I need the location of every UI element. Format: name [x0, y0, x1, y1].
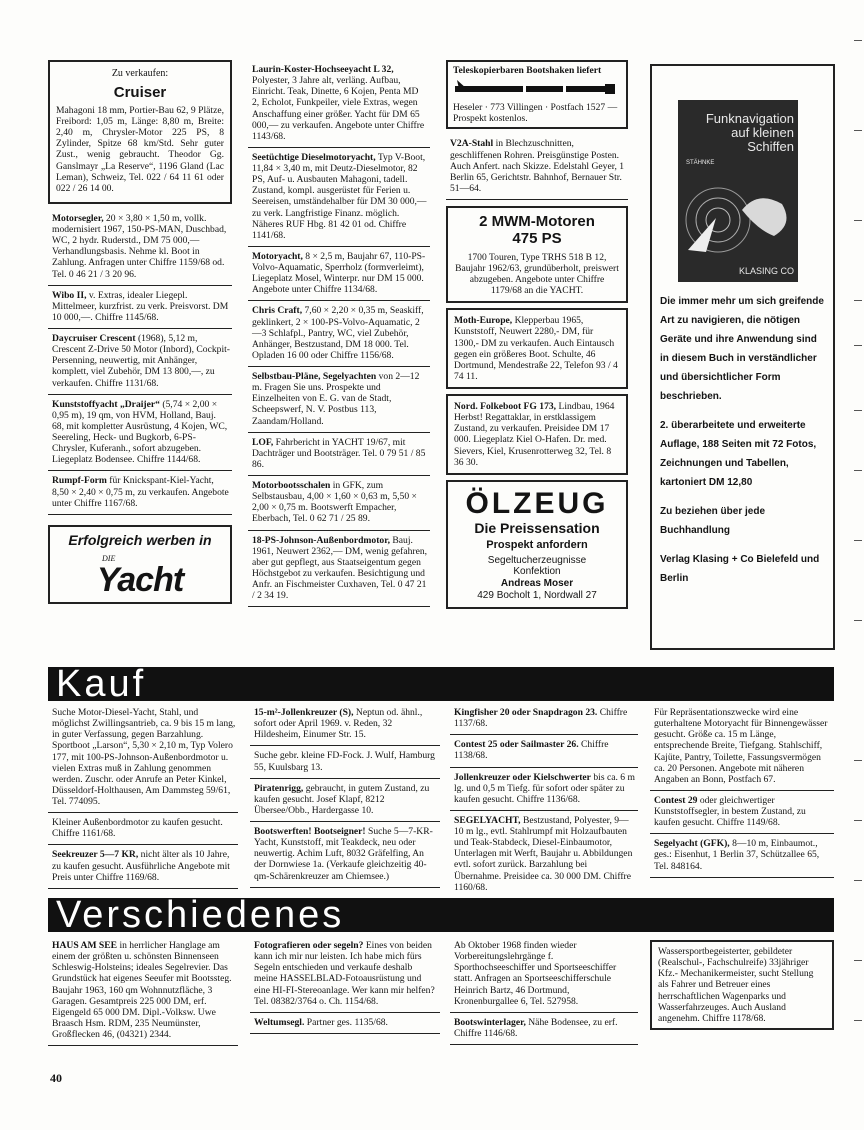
ad-promo-yacht: [48, 525, 232, 605]
yacht-logo: Yacht: [96, 561, 184, 600]
ad-lead: Moth-Europe,: [454, 315, 513, 327]
versch-column-4: [650, 940, 834, 1035]
classified-ad: [250, 936, 440, 1013]
ad-body: 7,60 × 2,20 × 0,35 m, Seaskiff, geklinkert, 2 × 100-PS-Volvo-Aquamatic, 2—3 Schlafpl., Pantry, WC, viel Zubehör, Anhänger, Bestzustand, DM 18 000. Tel. Opladen 16 00 oder Chiffre 1156/68.: [252, 305, 424, 361]
column-2: [248, 60, 430, 607]
ad-heading: Teleskopierbaren Bootshaken liefert: [453, 65, 602, 76]
ad-lead: 15-m²-Jollenkreuzer (S),: [254, 707, 354, 718]
ad-heading: Cruiser: [113, 83, 167, 101]
ad-bootshaken: [446, 60, 628, 129]
ad-mwm: [446, 206, 628, 303]
page-edge-marks: [850, 0, 864, 1130]
ad-lead: SEGELYACHT,: [454, 814, 521, 826]
classified-ad: [650, 703, 834, 791]
ad-lead: Seekreuzer 5—7 KR,: [52, 849, 139, 861]
ad-body: Partner ges. 1135/68.: [304, 1016, 388, 1028]
ad-lead: V2A-Stahl: [450, 138, 494, 150]
ad-body: für Knickspant-Kiel-Yacht, 8,50 × 2,40 × 0,75 m, zu verkaufen. Angebote unter Chiffre 1167/68.: [52, 475, 229, 509]
ad-subheading: Die Preissensation: [474, 519, 600, 536]
ad-lead: Daycruiser Crescent: [52, 333, 136, 345]
book-description: Die immer mehr um sich greifende Art zu navigieren, die nötigen Geräte und ihre Anwendung sind in diesem Buch in verständlicher und übersichtlicher Form beschrieben.: [660, 296, 824, 402]
ad-prospekt: Prospekt anfordern: [486, 539, 588, 552]
book-publisher-address: Verlag Klasing + Co Bielefeld und Berlin: [660, 554, 820, 584]
ad-body: Typ V-Boot, 11,84 × 3,40 m, mit Deutz-Dieselmotor, 82 PS, Auf- u. Ausbauten Mahagoni, tadell. Zustand, kompl. ausgerüstet für Ferien u. Seereisen, umständehalber für DM 30 000,— zu verk. Langfristige Finanz. möglich. Näheres RUF Hbg. 81 42 01 od. Chiffre 1141/68.: [252, 151, 427, 241]
ad-lead: Wibo II,: [52, 289, 87, 301]
ad-body: Suche Motor-Diesel-Yacht, Stahl, und möglichst Zwillingsantrieb, ca. 9 bis 15 m lang, in guter Verfassung, gegen Barzahlung. Sportboot „Larson“, 5,30 × 2,10 m, Typ Volero 177, mit 100-PS-Johnson-Außenbordmotor u. vielen Extras muß in Zahlung genommen werden. Zuschr. oder Anrufe an Peter Kinkel, Düsseldorf-Holthausen, Am Dammsteg 59/61, Tel. 774095.: [52, 707, 236, 807]
classified-ad: [650, 791, 834, 834]
ad-lead: Bootswerften! Bootseigner!: [254, 826, 366, 837]
ad-lead: Jollenkreuzer oder Kielschwerter: [454, 771, 591, 783]
classified-ad: [248, 60, 430, 148]
ad-body: Chiffre 1137/68.: [454, 707, 628, 730]
classified-ad: [450, 1013, 638, 1045]
ad-body: Nähe Bodensee, zu erf. Chiffre 1146/68.: [454, 1016, 618, 1039]
ad-body: in GFK, zum Selbstausbau, 4,00 × 1,60 × 0,63 m, 5,50 × 2,00 × 0,75 m. Bootswerft Empacher, Eberbach, Tel. 0 62 71 / 25 89.: [252, 480, 417, 525]
ad-body: Eines von beiden kann ich mir nur leisten. Ich habe mich fürs Segeln entschieden und verkaufe deshalb meine HASSELBLAD-Fotoausrüstung und eine HI-FI-Stereoanlage. Wer kann mir helfen? Tel. 08382/3764 o. Ch. 1154/68.: [254, 940, 435, 1007]
ad-lead: Contest 29: [654, 794, 698, 806]
ad-lead: Segelyacht (GFK),: [654, 838, 730, 850]
ad-line: 429 Bocholt 1, Nordwall 27: [477, 589, 597, 601]
ad-body: Suche gebr. kleine FD-Fock. J. Wulf, Hamburg 55, Kuulsbarg 13.: [254, 750, 435, 773]
ad-body: Klepperbau 1965, Kunststoff, Neuwert 2280,- DM, für 1300,- DM zu verkaufen. Auch Eintausch gegen ein größeres Boot. Schulte, 46 Dortmund, Mendestraße 22, Telefon 93 / 4 74 11.: [454, 315, 618, 382]
banner-label: Kauf: [56, 667, 147, 701]
classified-ad: [48, 703, 238, 813]
ad-body: v. Extras, idealer Liegepl. Mittelmeer, kurzfrist. zu verk. Preisvorst. DM 10 000,—. Chiffre 1145/68.: [52, 289, 229, 323]
ad-lead: Rumpf-Form: [52, 475, 107, 487]
ad-lead: Piratenrigg,: [254, 782, 304, 794]
ad-body: Mahagoni 18 mm, Portier-Bau 62, 9 Plätze, Freibord: 1,05 m, Länge: 8,80 m, Breite: 2,40 m, Chrysler-Motor 225 PS, 8 Zylinder, Spitze 68 km/Std. Sehr guter Zust., wenig gebraucht. Theodor Gg. Ganslmayr „La Reserve“, 1196 Gland (Lac Leman), Schweiz, Tel. 022 / 64 11 61 oder 022 / 26 14 00.: [56, 104, 224, 194]
ad-line: Segeltucherzeugnisse: [487, 554, 587, 566]
ad-body: von 2—12 m. Fragen Sie uns. Prospekte und Einzelheiten von E. G. van de Stadt, Scheepswerf, N. V. Postbus 113, Zaandam/Holland.: [252, 371, 420, 427]
classified-ad: [250, 1013, 440, 1034]
ad-oelzeug: [446, 480, 628, 609]
versch-column-3: [450, 936, 638, 1045]
promo-headline: Erfolgreich werben in: [68, 531, 212, 548]
ad-lead: HAUS AM SEE: [52, 940, 118, 951]
kauf-column-2: [250, 703, 440, 888]
ad-body: Fahrbericht in YACHT 19/67, mit Dachträger und Bootsträger. Tel. 0 79 51 / 85 86.: [252, 436, 426, 470]
ad-body: (5,74 × 2,00 × 0,95 m), 19 qm, von HVM, Holland, Bauj. 68, mit kompletter Ausrüstung, 4 Kojen, WC, Seereling, Heck- und Bugkorb, 6-PS-Chrysler, Kuferanh., sofort abzugeben. Liegeplatz Bodensee. Chiffre 1144/68.: [52, 398, 228, 466]
ad-body: 8—10 m, Einbaumot., ges.: Eisenhut, 1 Berlin 37, Schützallee 65, Tel. 848164.: [654, 838, 820, 872]
ad-body: (1968), 5,12 m, Crescent Z-Drive 50 Motor (Inbord), Cockpit-Persenning, neuwertig, mit Anhänger, komplett, viel Zubehör, DM 13 800,—, zu verkaufen. Chiffre 1131/68.: [52, 333, 230, 389]
ad-cruiser: [48, 60, 232, 204]
classified-ad: [450, 735, 638, 767]
book-publisher: KLASING CO: [738, 265, 794, 276]
ad-lead: 18-PS-Johnson-Außenbordmotor,: [252, 534, 390, 546]
ad-body: Lindbau, 1964 Herbst! Regattaklar, in erstklassigem Zustand, zu verkaufen. Preisidee DM 17 000. Liegeplatz Kiel O-Hafen. Dr. med. Sievers, Kiel, Krusenrotterweg 32, Tel. 8 36 30.: [454, 401, 615, 468]
ad-body: Bestzustand, Polyester, 9—10 m lg., evtl. Stahlrumpf mit Holzaufbauten und Teak-Stabdeck, Diesel-Einbaumotor, Unterlagen mit Werft, Baujahr u. Abbildungen evtl. sofort zurück. Barzahlung bei Übernahme. Preisidee ca. 30 000 DM. Chiffre 1160/68.: [454, 814, 633, 893]
versch-column-2: [250, 936, 440, 1034]
classified-ad: [48, 329, 232, 395]
classified-ad: [248, 433, 430, 476]
ad-body: Neptun od. ähnl., sofort oder April 1969. v. Reden, 32 Hildesheim, Einumer Str. 15.: [254, 707, 423, 741]
ad-lead: Motoryacht,: [252, 250, 303, 262]
ad-lead: Contest 25 oder Sailmaster 26.: [454, 739, 579, 751]
ad-lead: Kunststoffyacht „Draijer“: [52, 398, 160, 410]
classified-ad: [248, 247, 430, 302]
ad-body: Ab Oktober 1968 finden wieder Vorbereitungslehrgänge f. Sporthochseeschiffer und Sportseeschiffer statt. Anfragen an Sportseeschifferschule Heinrich Bartz, 46 Dortmund, Kronenburgallee 6, Tel. 527958.: [454, 940, 617, 1007]
column-3: [446, 60, 628, 614]
ad-body: Polyester, 3 Jahre alt, verläng. Aufbau, Einricht. Teak, Dinette, 6 Kojen, Penta MD 2, Echolot, Funkpeiler, viele Extras, wegen Anschaffung einer größer. Yacht für DM 65 000,— zu verkaufen. Angebote unter Chiffre 1143/68.: [252, 75, 425, 142]
column-1: [48, 60, 232, 609]
ad-body: Chiffre 1138/68.: [454, 739, 609, 762]
classified-ad: [248, 301, 430, 367]
ad-body: nicht älter als 10 Jahre, zu kaufen gesucht. Ausführliche Angebote mit Preis unter Chiffre 1169/68.: [52, 849, 230, 883]
classified-ad: [248, 367, 430, 433]
classified-ad: [48, 936, 238, 1046]
ad-body: Heseler · 773 Villingen · Postfach 1527 — Prospekt kostenlos.: [453, 102, 618, 125]
kauf-column-4: [650, 703, 834, 878]
classified-ad: [650, 834, 834, 877]
classified-ad: [450, 811, 638, 899]
classified-ad: [250, 822, 440, 888]
classified-ad: [250, 703, 440, 746]
classified-ad: [48, 286, 232, 329]
section-banner-kauf: [48, 667, 834, 701]
ad-lead: Bootswinterlager,: [454, 1016, 526, 1028]
classified-ad: [450, 936, 638, 1013]
ad-body: Für Repräsentationszwecke wird eine guterhaltene Motoryacht für Binnengewässer gesucht. Größe ca. 15 m Länge, entsprechende Breite, Tiefgang. Stahlschiff, Kajüte, Pantry, Toilette, Fassungsvermögen ca. 20 Personen. Angebote mit näheren Angaben an Bonn, Postfach 67.: [654, 707, 828, 785]
versch-column-1: [48, 936, 238, 1046]
classified-ad: [450, 768, 638, 811]
column-4: [650, 64, 835, 655]
ad-lead: Nord. Folkeboot FG 173,: [454, 401, 557, 413]
promo-small: DIE: [102, 554, 116, 564]
ad-lead: Fotografieren oder segeln?: [254, 940, 364, 951]
ad-body: Suche 5—7-KR-Yacht, Kunststoff, mit Teakdeck, neu oder neuwertig. Achim Luft, 8032 Gräfelfing, An der Dornwiese 1a. (Verkaufe gleichzeitig 40-qm-Schärenkreuzer am Chiemsee.): [254, 826, 433, 882]
ad-body: bis ca. 6 m lg. und 0,5 m Tiefg. für sofort oder später zu kaufen gesucht. Chiffre 1136/68.: [454, 771, 635, 805]
ad-body: Kleiner Außenbordmotor zu kaufen gesucht. Chiffre 1161/68.: [52, 817, 223, 840]
ad-line: Konfektion: [513, 566, 561, 578]
page-number: 40: [50, 1071, 62, 1085]
ad-kfz-meister: Wassersportbegeisterter, gebildeter (Realschul-, Fachschulreife) 33jähriger Kfz.- Mechanikermeister, sucht Stellung als Fahrer und Betreuer eines herrschaftlichen Wagenparks und Wasserfahrzeuges. Auch Ausland angenehm. Chiffre 1178/68.: [650, 940, 834, 1030]
ad-heading: 2 MWM-Motoren: [479, 213, 595, 230]
ad-body: 8 × 2,5 m, Baujahr 67, 110-PS-Volvo-Aquamatic, Sperrholz (formverleimt), Liegeplatz Mosel, Winterpr. nur DM 15 000. Angebote unter Chiffre 1134/68.: [252, 250, 426, 296]
ad-moth: [446, 308, 628, 389]
banner-label: Verschiedenes: [56, 898, 345, 932]
ad-body: in Blechzuschnitten, geschliffenen Rohren. Preisgünstige Posten. Auch Anfert. nach Skizze. Edelstahl Geyer, 1 Berlin 65, Gerichtstr. Bahnhof, Bernauer Str. 51—64.: [450, 138, 625, 194]
ad-lead: Weltumsegl.: [254, 1016, 305, 1028]
classified-list: [48, 209, 232, 515]
ad-lead: Motorsegler,: [52, 212, 104, 224]
section-banner-verschiedenes: [48, 898, 834, 932]
classified-ad: [250, 746, 440, 778]
ad-body: gebraucht, in gutem Zustand, zu kaufen gesucht. Josef Klapf, 8212 Übersee/Obb., Hardergasse 10.: [254, 782, 430, 816]
book-illustration: [678, 170, 798, 260]
ad-folkeboot: [446, 394, 628, 475]
ad-lead: Motorbootsschalen: [252, 480, 331, 491]
classified-ad: [248, 148, 430, 247]
book-edition: 2. überarbeitete und erweiterte Auflage, 188 Seiten mit 72 Fotos, Zeichnungen und Tabellen, kartoniert DM 12,80: [660, 420, 817, 488]
classified-ad: [48, 209, 232, 286]
ad-lead: LOF,: [252, 436, 274, 448]
ad-lead: Selbstbau-Pläne, Segelyachten: [252, 371, 377, 382]
book-cover: [678, 100, 798, 282]
ad-heading: ÖLZEUG: [465, 486, 609, 520]
ad-lead: Chris Craft,: [252, 305, 303, 317]
classified-ad: [248, 476, 430, 531]
ad-body: Bauj. 1961, Neuwert 2362,— DM, wenig gefahren, aber gut gepflegt, aus Staatseigentum gegen Höchstgebot zu verkaufen. Besichtigung und Anfr. an Fischmeister Cuxhaven, Tel. 0 47 21 / 2 34 19.: [252, 534, 428, 602]
boat-hook-image: [453, 78, 619, 100]
ad-lead: Seetüchtige Dieselmotoryacht,: [252, 151, 376, 163]
ad-body: in herrlicher Hanglage am einem der größten u. schönsten Binnenseen Schleswig-Holsteins; ideales Segelrevier. Das Grundstück hat eigenes Seeufer mit Bootssteg. Baujahr 1963, 160 qm Wohnnutzfläche, 3 Garagen. Gesamtpreis 225 000 DM, erf. Eigengeld 65 000 DM. Dipl.-Volksw. Uwe Braasch Hsm. RDM, 235 Neumünster, Großflecken 46, (04321) 2344.: [52, 940, 232, 1040]
kauf-column-3: [450, 703, 638, 899]
ad-kicker: Zu verkaufen:: [111, 68, 169, 79]
book-author: STÄHNKE: [686, 160, 715, 166]
ad-body: 1700 Touren, Type TRHS 518 B 12, Baujahr 1962/63, grundüberholt, preiswert abzugeben. Angebote unter Chiffre 1179/68 an die YACHT.: [455, 251, 619, 297]
ad-lead: Kingfisher 20 oder Snapdragon 23.: [454, 707, 598, 718]
classified-ad: [250, 779, 440, 822]
classified-ad: [48, 471, 232, 514]
ad-lead: Laurin-Koster-Hochseeyacht L 32,: [252, 64, 394, 75]
classified-ad: [248, 531, 430, 608]
book-availability: Zu beziehen über jede Buchhandlung: [660, 506, 766, 536]
ad-subheading: 475 PS: [512, 230, 562, 248]
classified-ad: [48, 813, 238, 845]
classified-ad: [450, 703, 638, 735]
ad-body: oder gleichwertiger Kunststoffsegler, in bestem Zustand, zu kaufen gesucht. Chiffre 1149/68.: [654, 794, 806, 829]
kauf-column-1: [48, 703, 238, 889]
classified-ad: [48, 395, 232, 472]
classified-ad: [48, 845, 238, 888]
ad-v2a: [446, 134, 628, 200]
ad-funknavigation: [650, 64, 835, 650]
ad-line: Andreas Moser: [500, 577, 574, 589]
book-title: Funknavigation auf kleinen Schiffen: [705, 111, 794, 154]
ad-body: 20 × 3,80 × 1,50 m, vollk. modernisiert 1967, 150-PS-MAN, Duschbad, WC, 2 hydr. Ruderstd., DM 75 000,— Verhandlungsbasis. Nehme kl. Boot in Zahlung. Anfragen unter Chiffre 1159/68 od. Tel. 0 46 21 / 3 20 96.: [52, 212, 227, 280]
